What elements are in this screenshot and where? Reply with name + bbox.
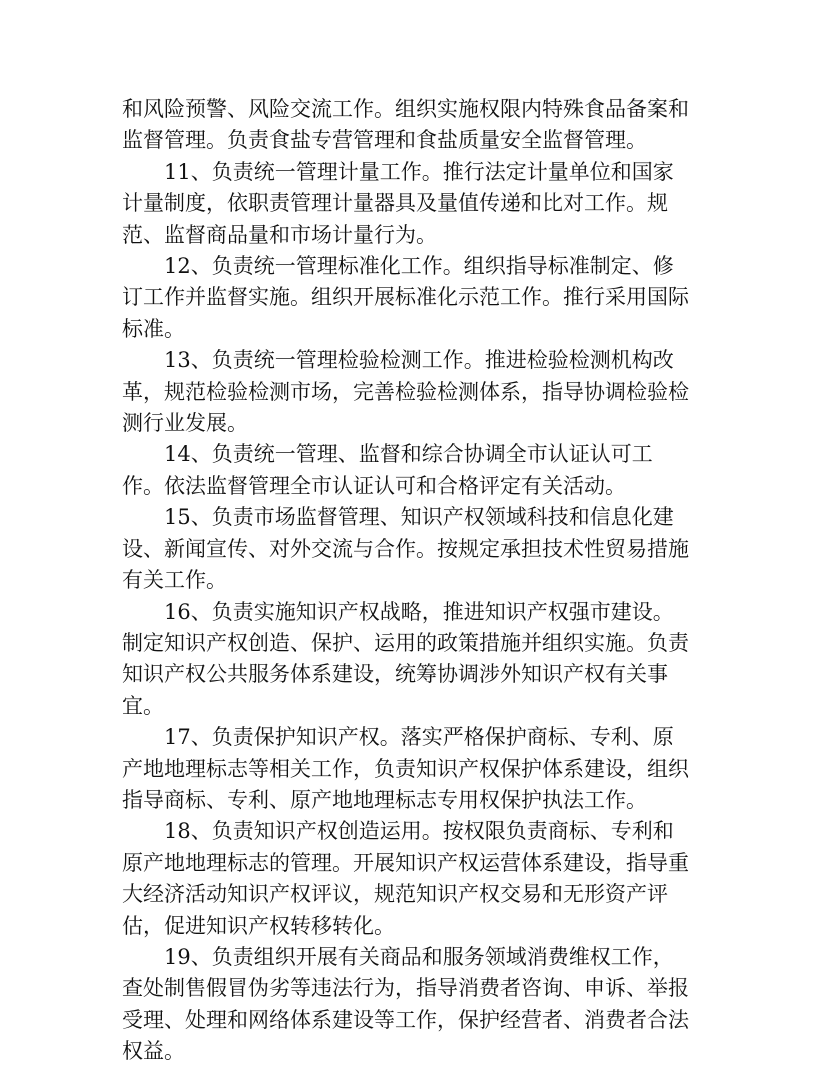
paragraph-continued: 和风险预警、风险交流工作。组织实施权限内特殊食品备案和监督管理。负责食盐专营管理和食盐质量安全监督管理。 [122,97,689,153]
paragraph-item-16: 16、负责实施知识产权战略，推进知识产权强市建设。制定知识产权创造、保护、运用的政策措施并组织实施。负责知识产权公共服务体系建设，统筹协调涉外知识产权有关事宜。 [122,599,689,718]
paragraph-item-11: 11、负责统一管理计量工作。推行法定计量单位和国家计量制度，依职责管理计量器具及量值传递和比对工作。规范、监督商品量和市场计量行为。 [122,159,674,247]
document-page [122,94,694,1068]
paragraph-item-12: 12、负责统一管理标准化工作。组织指导标准制定、修订工作并监督实施。组织开展标准化示范工作。推行采用国际标准。 [122,254,689,341]
paragraph-item-13: 13、负责统一管理检验检测工作。推进检验检测机构改革，规范检验检测市场，完善检验检测体系，指导协调检验检测行业发展。 [122,348,689,436]
paragraph-item-15: 15、负责市场监督管理、知识产权领域科技和信息化建设、新闻宣传、对外交流与合作。按规定承担技术性贸易措施有关工作。 [122,505,689,593]
paragraph-item-18: 18、负责知识产权创造运用。按权限负责商标、专利和原产地地理标志的管理。开展知识产权运营体系建设，指导重大经济活动知识产权评议，规范知识产权交易和无形资产评估，促进知识产权转移转化。 [122,819,689,938]
paragraph-item-14: 14、负责统一管理、监督和综合协调全市认证认可工作。依法监督管理全市认证认可和合格评定有关活动。 [122,442,653,498]
paragraph-item-17: 17、负责保护知识产权。落实严格保护商标、专利、原产地地理标志等相关工作，负责知识产权保护体系建设，组织指导商标、专利、原产地地理标志专用权保护执法工作。 [122,725,689,812]
paragraph-item-19: 19、负责组织开展有关商品和服务领域消费维权工作，查处制售假冒伪劣等违法行为，指导消费者咨询、申诉、举报受理、处理和网络体系建设等工作，保护经营者、消费者合法权益。 [122,944,689,1064]
